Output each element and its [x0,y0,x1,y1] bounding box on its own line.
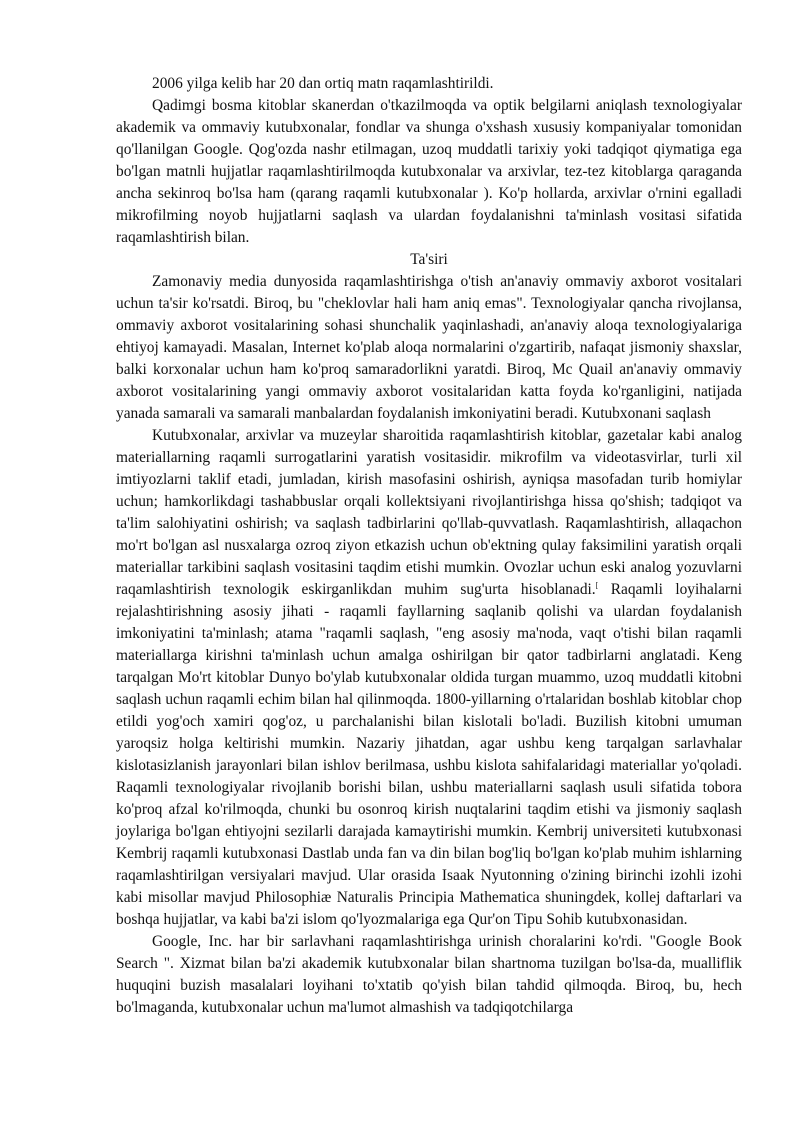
paragraph-google: Google, Inc. har bir sarlavhani raqamlashtirishga urinish choralarini ko'rdi. "Google Book Search ". Xizmat bilan ba'zi akademik kutubxonalar bilan shartnoma tuzilgan bo'lsa-da, mualliflik huquqini buzish masalalari loyihani to'xtatib qo'yish bilan tahdid qilmoqda. Biroq, bu, hech bo'lmaganda, kutubxonalar uchun ma'lumot almashish va tadqiqotchilarga [116,933,742,1016]
paragraph-libraries-part1: Kutubxonalar, arxivlar va muzeylar sharoitida raqamlashtirish kitoblar, gazetalar kabi analog materiallarning raqamli surrogatlarini yaratish vositasidir. mikrofilm va videotasvirlar, turli xil imtiyozlarni taklif etadi, jumladan, kirish masofasini oshirish, ayniqsa masofadan turib homiylar uchun; hamkorlikdagi tashabbuslar orqali kollektsiyani rivojlantirishga hissa qo'shish; tadqiqot va ta'lim salohiyatini oshirish; va saqlash tadbirlarini qo'llab-quvvatlash. Raqamlashtirish, allaqachon mo'rt bo'lgan asl nusxalarga ozroq ziyon etkazish uchun ob'ektning qulay faksimilini yaratish orqali materiallar tarkibini saqlash vositasini taqdim etishi mumkin. Ovozlar uchun eski analog yozuvlarni raqamlashtirish texnologik eskirganlikdan muhim sug'urta hisoblanadi. [116,427,742,598]
document-page [116,73,742,1019]
section-heading: Ta'siri [410,251,448,268]
paragraph-media: Zamonaviy media dunyosida raqamlashtirishga o'tish an'anaviy ommaviy axborot vositalari uchun ta'sir ko'rsatdi. Biroq, bu "cheklovlar hali ham aniq emas". Texnologiyalar qancha rivojlansa, ommaviy axborot vositalarining sohasi shunchalik yaqinlashadi, an'anaviy aloqa texnologiyalariga ehtiyoj kamayadi. Masalan, Internet ko'plab aloqa normalarini o'zgartirib, nafaqat jismoniy shaxslar, balki korxonalar uchun ham ko'proq samaradorlikni yaratdi. Biroq, Mc Quail an'anaviy ommaviy axborot vositalarining yangi ommaviy axborot vositalaridan katta foyda ko'rganligini, natijada yanada samarali va samarali manbalardan foydalanish imkoniyatini beradi. Kutubxonani saqlash [116,273,742,422]
paragraph-libraries-part2: Raqamli loyihalarni rejalashtirishning asosiy jihati - raqamli fayllarning saqlanib qolishi va ulardan foydalanish imkoniyatini ta'minlash; atama "raqamli saqlash, "eng asosiy ma'noda, vaqt o'tishi bilan raqamli materiallarga kirishni ta'minlash uchun amalga oshirilgan bir qator tadbirlarni anglatadi. Keng tarqalgan Mo'rt kitoblar Dunyo bo'ylab kutubxonalar oldida turgan muammo, uzoq muddatli kitobni saqlash uchun raqamli echim bilan hal qilinmoqda. 1800-yillarning o'rtalaridan boshlab kitoblar chop etildi yog'och xamiri qog'oz, u parchalanishi bilan kislotali bo'ladi. Buzilish kitobni umuman yaroqsiz holga keltirishi mumkin. Nazariy jihatdan, agar ushbu keng tarqalgan sarlavhalar kislotasizlanish jarayonlari bilan ishlov berilmasa, ushbu kislota sahifalaridagi materiallar yo'qoladi. Raqamli texnologiyalar rivojlanib borishi bilan, ushbu materiallarni saqlash usuli sifatida tobora ko'proq afzal ko'rilmoqda, chunki bu osonroq kirish nuqtalarini taqdim etishi va jismoniy saqlash joylariga bo'lgan ehtiyojni sezilarli darajada kamaytirishi mumkin. Kembrij universiteti kutubxonasi Kembrij raqamli kutubxonasi Dastlab unda fan va din bilan bog'liq bo'lgan ko'plab muhim ishlarning raqamlashtirilgan versiyalari mavjud. Ular orasida Isaak Nyutonning o'zining birinchi izohli izohi kabi misollar mavjud Philosophiæ Naturalis Principia Mathematica shuningdek, kollej daftarlari va boshqa hujjatlar, va kabi ba'zi islom qo'lyozmalariga ega Qur'on Tipu Sohib kutubxonasidan. [116,581,742,928]
paragraph-intro: 2006 yilga kelib har 20 dan ortiq matn raqamlashtirildi. [152,75,494,92]
footnote-marker[interactable]: [ [595,580,599,590]
paragraph-libraries [116,425,742,931]
paragraph-scanning: Qadimgi bosma kitoblar skanerdan o'tkazilmoqda va optik belgilarni aniqlash texnologiyalar akademik va ommaviy kutubxonalar, fondlar va shunga o'xshash xususiy kompaniyalar tomonidan qo'llanilgan Google. Qog'ozda nashr etilmagan, uzoq muddatli tarixiy yoki tadqiqot qiymatiga ega bo'lgan matnli hujjatlar raqamlashtirilmoqda kutubxonalar va arxivlar, tez-tez kitoblarga qaraganda ancha sekinroq bo'lsa ham (qarang raqamli kutubxonalar ). Ko'p hollarda, arxivlar o'rnini egalladi mikrofilming noyob hujjatlarni saqlash va ulardan foydalanishni ta'minlash vositasi sifatida raqamlashtirish bilan. [116,97,742,246]
